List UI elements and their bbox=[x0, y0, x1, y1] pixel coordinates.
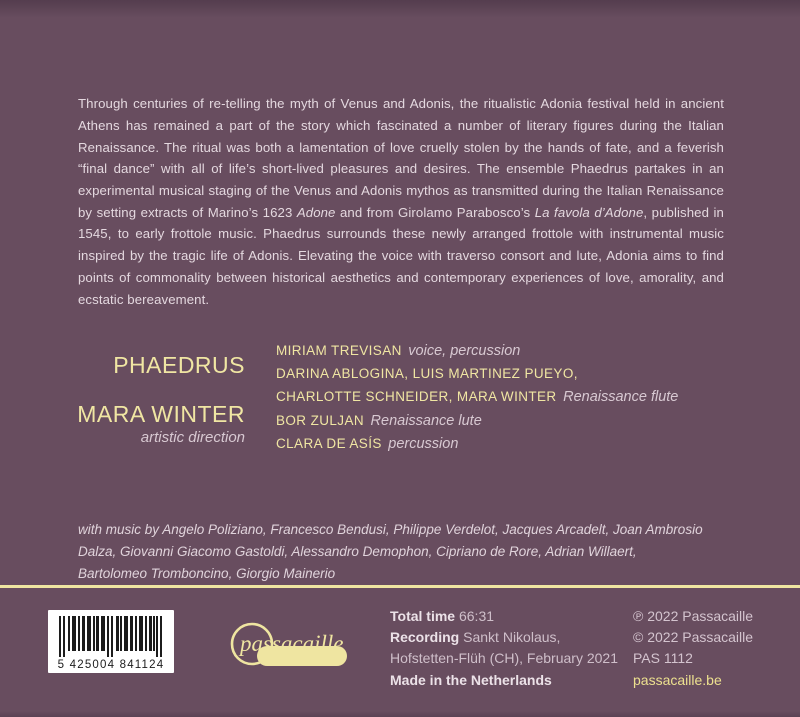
ensemble-name: PHAEDRUS bbox=[113, 352, 245, 378]
description-text-3: , published in 1545, to early frottole music. Phaedrus surrounds these newly arranged frottole with instrumental music inspired by the tragic life of Adonis. Elevating the voice with traverso consort and lute, Adonia aims to find points of commonality between historical aesthetics and contemporary experiences of love, amorality, and ecstatic bereavement. bbox=[78, 204, 724, 307]
work-title-adone: Adone bbox=[296, 204, 336, 220]
description-text-1: Through centuries of re-telling the myth of Venus and Adonis, the ritualistic Adonia festival held in ancient Athens has remained a part of the story which fascinated a number of literary figures during the Italian Renaissance. The ritual was both a lamentation of love cruelly stolen by the hands of fate, and a feverish “final dance” with all of life’s short-lived pleasures and desires. The ensemble Phaedrus partakes in an experimental musical staging of the Venus and Adonis mythos as transmitted during the Italian Renaissance by setting extracts of Marino’s 1623 bbox=[78, 96, 724, 220]
passacaille-logo bbox=[228, 619, 350, 671]
performer-credits bbox=[276, 342, 678, 458]
total-time-line bbox=[390, 606, 618, 627]
performer-role: Renaissance lute bbox=[370, 412, 482, 429]
made-in-notice: Made in the Netherlands bbox=[390, 671, 552, 688]
director-role: artistic direction bbox=[140, 429, 245, 446]
recording-label: Recording bbox=[390, 629, 460, 646]
director-name: MARA WINTER bbox=[77, 401, 245, 427]
performer-line bbox=[276, 388, 678, 411]
barcode-bars-icon bbox=[48, 610, 174, 673]
performer-line bbox=[276, 365, 678, 388]
work-title-la-favola: La favola d’Adone bbox=[534, 204, 644, 220]
performer-role: voice, percussion bbox=[408, 343, 521, 359]
barcode-number: 5 425004 841124 bbox=[57, 659, 165, 671]
composers-paragraph: with music by Angelo Poliziano, Francesco Bendusi, Philippe Verdelot, Jacques Arcadelt, Joan Ambrosio Dalza, Giovanni Giacomo Gastoldi, Alessandro Demophon, Cipriano de Rore, Adrian Willaert, Bartolomeo Tromboncino, Giorgio Mainerio bbox=[78, 521, 703, 581]
performer-name: DARINA ABLOGINA, LUIS MARTINEZ PUEYO, bbox=[276, 366, 578, 382]
performer-role: Renaissance flute bbox=[563, 389, 679, 406]
performer-name: BOR ZULJAN bbox=[276, 412, 365, 428]
performer-name: MIRIAM TREVISAN bbox=[276, 343, 402, 358]
performer-name: CLARA DE ASÍS bbox=[276, 435, 382, 451]
recording-line bbox=[390, 627, 618, 648]
rights-info bbox=[633, 606, 753, 691]
recording-info bbox=[390, 606, 618, 691]
phonogram-notice: ℗ 2022 Passacaille bbox=[633, 608, 754, 624]
performer-line bbox=[276, 342, 678, 365]
performer-role: percussion bbox=[388, 435, 459, 452]
performer-line bbox=[276, 435, 678, 458]
barcode bbox=[48, 610, 174, 673]
total-time-label: Total time bbox=[390, 608, 456, 624]
divider-rule bbox=[0, 585, 800, 588]
description-text-2: and from Girolamo Parabosco’s bbox=[335, 204, 535, 220]
recording-value: Sankt Nikolaus, bbox=[463, 629, 561, 646]
website-link: passacaille.be bbox=[633, 671, 722, 688]
copyright-notice: © 2022 Passacaille bbox=[633, 629, 754, 646]
description-paragraph bbox=[78, 93, 724, 310]
performer-name: CHARLOTTE SCHNEIDER, MARA WINTER bbox=[276, 389, 557, 405]
performer-line bbox=[276, 412, 678, 435]
recording-location: Hofstetten-Flüh (CH), February 2021 bbox=[390, 650, 618, 667]
total-time-value: 66:31 bbox=[458, 608, 495, 624]
catalog-number: PAS 1112 bbox=[633, 650, 693, 667]
logo-text: passacaille bbox=[240, 631, 344, 656]
